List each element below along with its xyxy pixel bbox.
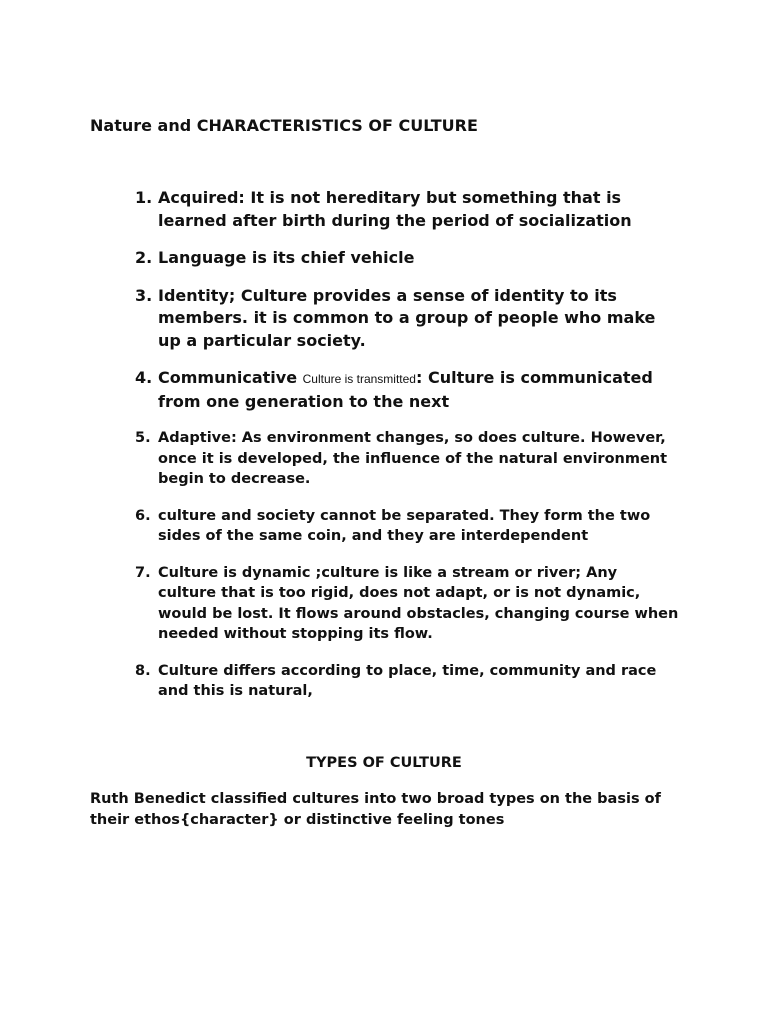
list-item-text: Identity; Culture provides a sense of identity to its members. it is common to a group of people who make up a particular society. [158,285,656,350]
list-item-text-end: : Culture is communicated from one generation to the next [158,368,653,411]
list-item-text: Adaptive: As environment changes, so does culture. However, once it is developed, the influence of the natural environment begin to decrease. [158,430,668,487]
list-item [0,247,768,270]
list-item-number: 7. [135,564,151,581]
list-item-number: 5. [135,430,151,446]
list-item-number: 2. [135,248,153,267]
body-paragraph: Ruth Benedict classified cultures into two broad types on the basis of their ethos{character} or distinctive feeling tones [90,791,661,828]
list-item-text: Culture is dynamic ;culture is like a stream or river; Any culture that is too rigid, does not adapt, or is not dynamic, would be lost. It flows around obstacles, changing course when needed without stopping its flow. [158,564,679,642]
list-item-text-start: Communicative [158,368,303,387]
list-item-text: culture and society cannot be separated. They form the two sides of the same coin, and they are interdependent [158,507,651,544]
characteristics-list [0,187,768,718]
list-item [0,428,768,490]
inset-note: Culture is transmitted [302,372,416,386]
list-item-number: 3. [135,285,153,305]
list-item-number: 6. [135,507,151,524]
list-item [0,563,768,645]
list-item [0,187,768,232]
list-item [0,506,768,547]
list-item [0,661,768,702]
section-heading: TYPES OF CULTURE [306,755,462,771]
list-item [0,367,768,413]
list-item-text: Language is its chief vehicle [158,248,415,267]
page-title: Nature and CHARACTERISTICS OF CULTURE [90,116,478,135]
list-item-text: Acquired: It is not hereditary but something that is learned after birth during the period of socialization [158,188,632,230]
list-item-text: Culture differs according to place, time, community and race and this is natural, [158,662,657,699]
list-item-number: 8. [135,662,151,679]
list-item-number: 4. [135,368,153,387]
list-item-number: 1. [135,188,153,207]
list-item [0,285,768,353]
